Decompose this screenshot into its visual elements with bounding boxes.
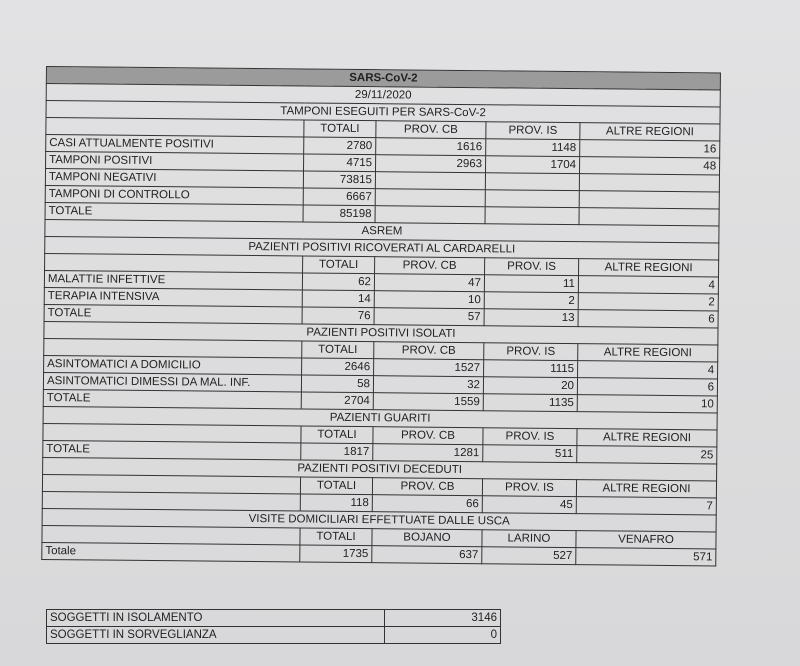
row-value: 76 xyxy=(302,307,374,325)
row-value: 45 xyxy=(482,496,576,514)
column-header: ALTRE REGIONI xyxy=(579,259,719,277)
column-header: VENAFRO xyxy=(576,531,716,549)
row-value: 20 xyxy=(483,377,577,395)
row-value: 57 xyxy=(374,308,484,326)
row-value: 527 xyxy=(482,547,576,565)
row-label: TOTALE xyxy=(45,202,303,221)
row-value: 2 xyxy=(484,292,578,310)
row-value: 511 xyxy=(483,445,577,463)
row-value xyxy=(375,172,485,190)
row-value: 1527 xyxy=(374,359,484,377)
row-value: 4 xyxy=(578,361,718,379)
row-label: ASINTOMATICI A DOMICILIO xyxy=(44,355,302,374)
row-value: 6 xyxy=(577,378,717,396)
row-value xyxy=(579,191,719,209)
section-title-isolati-cell: PAZIENTI POSITIVI ISOLATI xyxy=(44,321,718,344)
column-header: PROV. IS xyxy=(483,428,577,446)
row-value: 7 xyxy=(576,497,716,515)
row-value: 10 xyxy=(577,395,717,413)
row-value xyxy=(485,190,579,208)
row-value: 4 xyxy=(578,276,718,294)
row-value: 6 xyxy=(578,310,718,328)
surveillance-value: 0 xyxy=(385,627,501,644)
column-header: TOTALI xyxy=(303,256,375,274)
column-header: PROV. IS xyxy=(482,479,576,497)
column-header: TOTALI xyxy=(300,528,372,546)
row-label: TOTALE xyxy=(43,440,301,459)
row-value: 48 xyxy=(579,157,719,175)
row-value: 2704 xyxy=(301,392,373,410)
row-label: TOTALE xyxy=(43,389,301,408)
row-label: MALATTIE INFETTIVE xyxy=(44,270,302,289)
row-label: CASI ATTUALMENTE POSITIVI xyxy=(46,135,304,154)
row-value: 2 xyxy=(578,293,718,311)
row-value: 1148 xyxy=(486,139,580,157)
report-date-cell: 29/11/2020 xyxy=(46,84,720,107)
row-value: 1817 xyxy=(301,443,373,461)
row-label: ASINTOMATICI DIMESSI DA MAL. INF. xyxy=(43,372,301,391)
row-label: TAMPONI DI CONTROLLO xyxy=(45,185,303,204)
row-label: TOTALE xyxy=(44,304,302,323)
column-header: PROV. IS xyxy=(485,258,579,276)
row-value: 11 xyxy=(484,275,578,293)
row-value: 637 xyxy=(372,546,482,564)
row-value: 62 xyxy=(302,273,374,291)
row-value: 2646 xyxy=(302,358,374,376)
row-value xyxy=(375,189,485,207)
column-header: ALTRE REGIONI xyxy=(577,429,717,447)
row-value: 1135 xyxy=(483,394,577,412)
section-title-ricoverati-cell: PAZIENTI POSITIVI RICOVERATI AL CARDARELLI xyxy=(45,236,719,259)
row-value xyxy=(485,207,579,225)
surveillance-value: 3146 xyxy=(385,610,501,627)
column-header: ALTRE REGIONI xyxy=(580,123,720,141)
report-sheet xyxy=(41,66,734,567)
section-title-asrem-cell: ASREM xyxy=(45,219,719,242)
row-value xyxy=(579,208,719,226)
row-value: 25 xyxy=(577,446,717,464)
row-value: 1115 xyxy=(484,360,578,378)
column-header: TOTALI xyxy=(304,120,376,138)
report-title-cell: SARS-CoV-2 xyxy=(46,67,720,90)
column-header: ALTRE REGIONI xyxy=(576,480,716,498)
column-header: PROV. IS xyxy=(484,343,578,361)
row-value: 6667 xyxy=(303,188,375,206)
column-header: TOTALI xyxy=(301,426,373,444)
section-title-guariti-cell: PAZIENTI GUARITI xyxy=(43,406,717,429)
row-value: 1281 xyxy=(373,444,483,462)
row-value: 10 xyxy=(374,291,484,309)
row-value: 47 xyxy=(374,274,484,292)
row-value: 2963 xyxy=(376,155,486,173)
row-value: 2780 xyxy=(304,137,376,155)
section-title-deceduti-cell: PAZIENTI POSITIVI DECEDUTI xyxy=(43,457,717,480)
column-header: BOJANO xyxy=(372,529,482,547)
row-value: 1735 xyxy=(300,545,372,563)
row-label: TERAPIA INTENSIVA xyxy=(44,287,302,306)
surveillance-table xyxy=(46,609,501,644)
column-header: LARINO xyxy=(482,530,576,548)
row-value: 32 xyxy=(373,376,483,394)
column-header: PROV. CB xyxy=(376,121,486,139)
row-label: TAMPONI NEGATIVI xyxy=(45,169,303,188)
row-value: 58 xyxy=(301,375,373,393)
row-value: 1704 xyxy=(485,156,579,174)
surveillance-label: SOGGETTI IN SORVEGLIANZA xyxy=(47,627,385,644)
row-value xyxy=(579,174,719,192)
row-value: 118 xyxy=(300,494,372,512)
row-label: Totale xyxy=(42,542,300,561)
column-header: ALTRE REGIONI xyxy=(578,344,718,362)
row-label: TAMPONI POSITIVI xyxy=(46,152,304,171)
row-value: 73815 xyxy=(303,171,375,189)
section-title-tamponi-cell: TAMPONI ESEGUITI PER SARS-CoV-2 xyxy=(46,101,720,124)
column-header: TOTALI xyxy=(300,477,372,495)
column-header: PROV. CB xyxy=(374,342,484,360)
column-header: PROV. CB xyxy=(375,257,485,275)
row-value: 85198 xyxy=(303,205,375,223)
row-value: 4715 xyxy=(304,154,376,172)
column-header: PROV. CB xyxy=(373,427,483,445)
row-value xyxy=(375,206,485,224)
surveillance-label: SOGGETTI IN ISOLAMENTO xyxy=(47,610,385,627)
row-value: 66 xyxy=(372,495,482,513)
row-value: 571 xyxy=(576,548,716,566)
row-value: 14 xyxy=(302,290,374,308)
column-header: PROV. IS xyxy=(486,122,580,140)
surveillance-row xyxy=(47,610,501,627)
row-value xyxy=(485,173,579,191)
covid-report-table xyxy=(41,66,721,566)
surveillance-row xyxy=(47,627,501,644)
row-value: 1616 xyxy=(376,138,486,156)
row-value: 1559 xyxy=(373,393,483,411)
column-header: TOTALI xyxy=(302,341,374,359)
column-header: PROV. CB xyxy=(372,478,482,496)
row-value: 16 xyxy=(580,140,720,158)
row-value: 13 xyxy=(484,309,578,327)
section-title-visite-cell: VISITE DOMICILIARI EFFETTUATE DALLE USCA xyxy=(42,508,716,531)
